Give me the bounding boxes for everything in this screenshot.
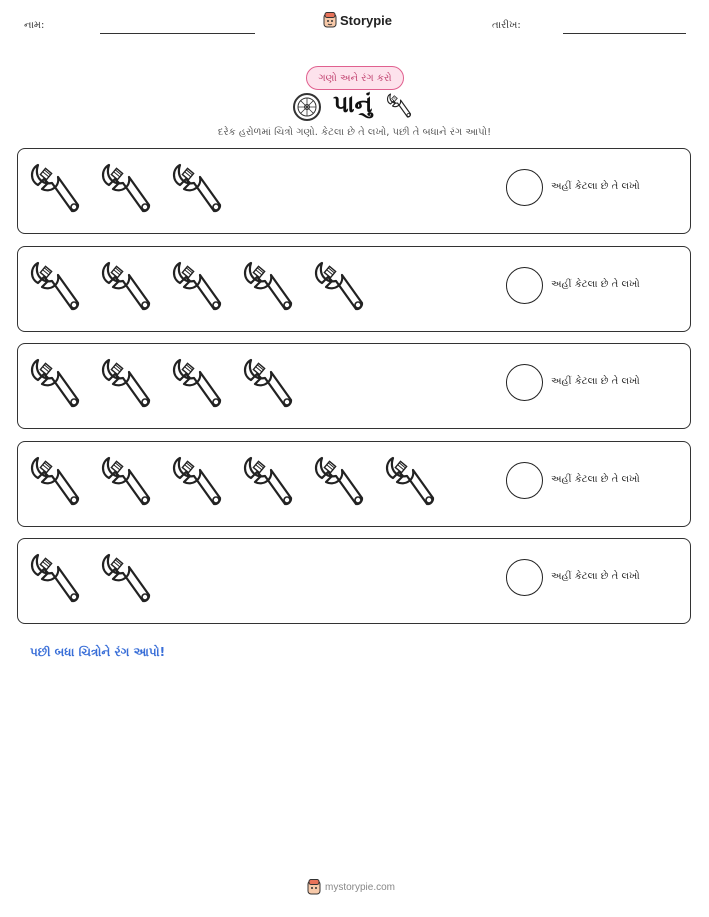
wrench-icon[interactable]: [99, 157, 157, 221]
wheel-icon: [292, 92, 322, 122]
wrench-icon[interactable]: [99, 352, 157, 416]
wrench-icon[interactable]: [99, 255, 157, 319]
wrench-icon[interactable]: [28, 157, 86, 221]
brand-logo: [323, 12, 392, 28]
row-icons: [28, 450, 441, 514]
worksheet-header: [0, 0, 709, 50]
row-icons: [28, 352, 299, 416]
row-icons: [28, 547, 157, 611]
site-url: mystorypie.com: [325, 881, 396, 893]
counting-row-4: [17, 441, 691, 527]
site-footer: [307, 879, 395, 895]
counting-row-1: [17, 148, 691, 234]
answer-circle[interactable]: [506, 267, 543, 304]
wrench-icon[interactable]: [170, 450, 228, 514]
page-title: પાનું: [333, 90, 373, 118]
answer-label: અહીં કેટલા છે તે લખો: [551, 474, 640, 485]
wrench-icon[interactable]: [170, 157, 228, 221]
wrench-icon[interactable]: [99, 450, 157, 514]
instruction-text: દરેક હરોળમાં ચિત્રો ગણો. કેટલા છે તે લખો, પછી તે બધાને રંગ આપો!: [217, 127, 492, 138]
answer-label: અહીં કેટલા છે તે લખો: [551, 571, 640, 582]
wrench-icon[interactable]: [312, 255, 370, 319]
storypie-mascot-icon: [307, 879, 321, 895]
wrench-icon: [385, 90, 415, 122]
answer-circle[interactable]: [506, 169, 543, 206]
answer-circle[interactable]: [506, 364, 543, 401]
row-icons: [28, 255, 370, 319]
answer-label: અહીં કેટલા છે તે લખો: [551, 376, 640, 387]
answer-circle[interactable]: [506, 559, 543, 596]
wrench-icon[interactable]: [241, 450, 299, 514]
wrench-icon[interactable]: [241, 352, 299, 416]
wrench-icon[interactable]: [99, 547, 157, 611]
row-icons: [28, 157, 228, 221]
answer-label: અહીં કેટલા છે તે લખો: [551, 181, 640, 192]
date-write-line: [563, 33, 686, 34]
counting-row-5: [17, 538, 691, 624]
counting-row-3: [17, 343, 691, 429]
footer-instruction: પછી બધા ચિત્રોને રંગ આપો!: [30, 645, 166, 659]
answer-label: અહીં કેટલા છે તે લખો: [551, 279, 640, 290]
name-label: નામ:: [24, 20, 45, 31]
wrench-icon[interactable]: [312, 450, 370, 514]
brand-name: Storypie: [340, 12, 393, 28]
wrench-icon[interactable]: [383, 450, 441, 514]
date-label: તારીખ:: [492, 20, 521, 31]
wrench-icon[interactable]: [28, 255, 86, 319]
counting-row-2: [17, 246, 691, 332]
wrench-icon[interactable]: [170, 255, 228, 319]
wrench-icon[interactable]: [28, 352, 86, 416]
activity-badge: ગણો અને રંગ કરો: [306, 66, 404, 90]
wrench-icon[interactable]: [241, 255, 299, 319]
wrench-icon[interactable]: [170, 352, 228, 416]
wrench-icon[interactable]: [28, 450, 86, 514]
wrench-icon[interactable]: [28, 547, 86, 611]
name-write-line: [100, 33, 255, 34]
answer-circle[interactable]: [506, 462, 543, 499]
title-row: [0, 88, 709, 126]
storypie-mascot-icon: [323, 12, 337, 28]
